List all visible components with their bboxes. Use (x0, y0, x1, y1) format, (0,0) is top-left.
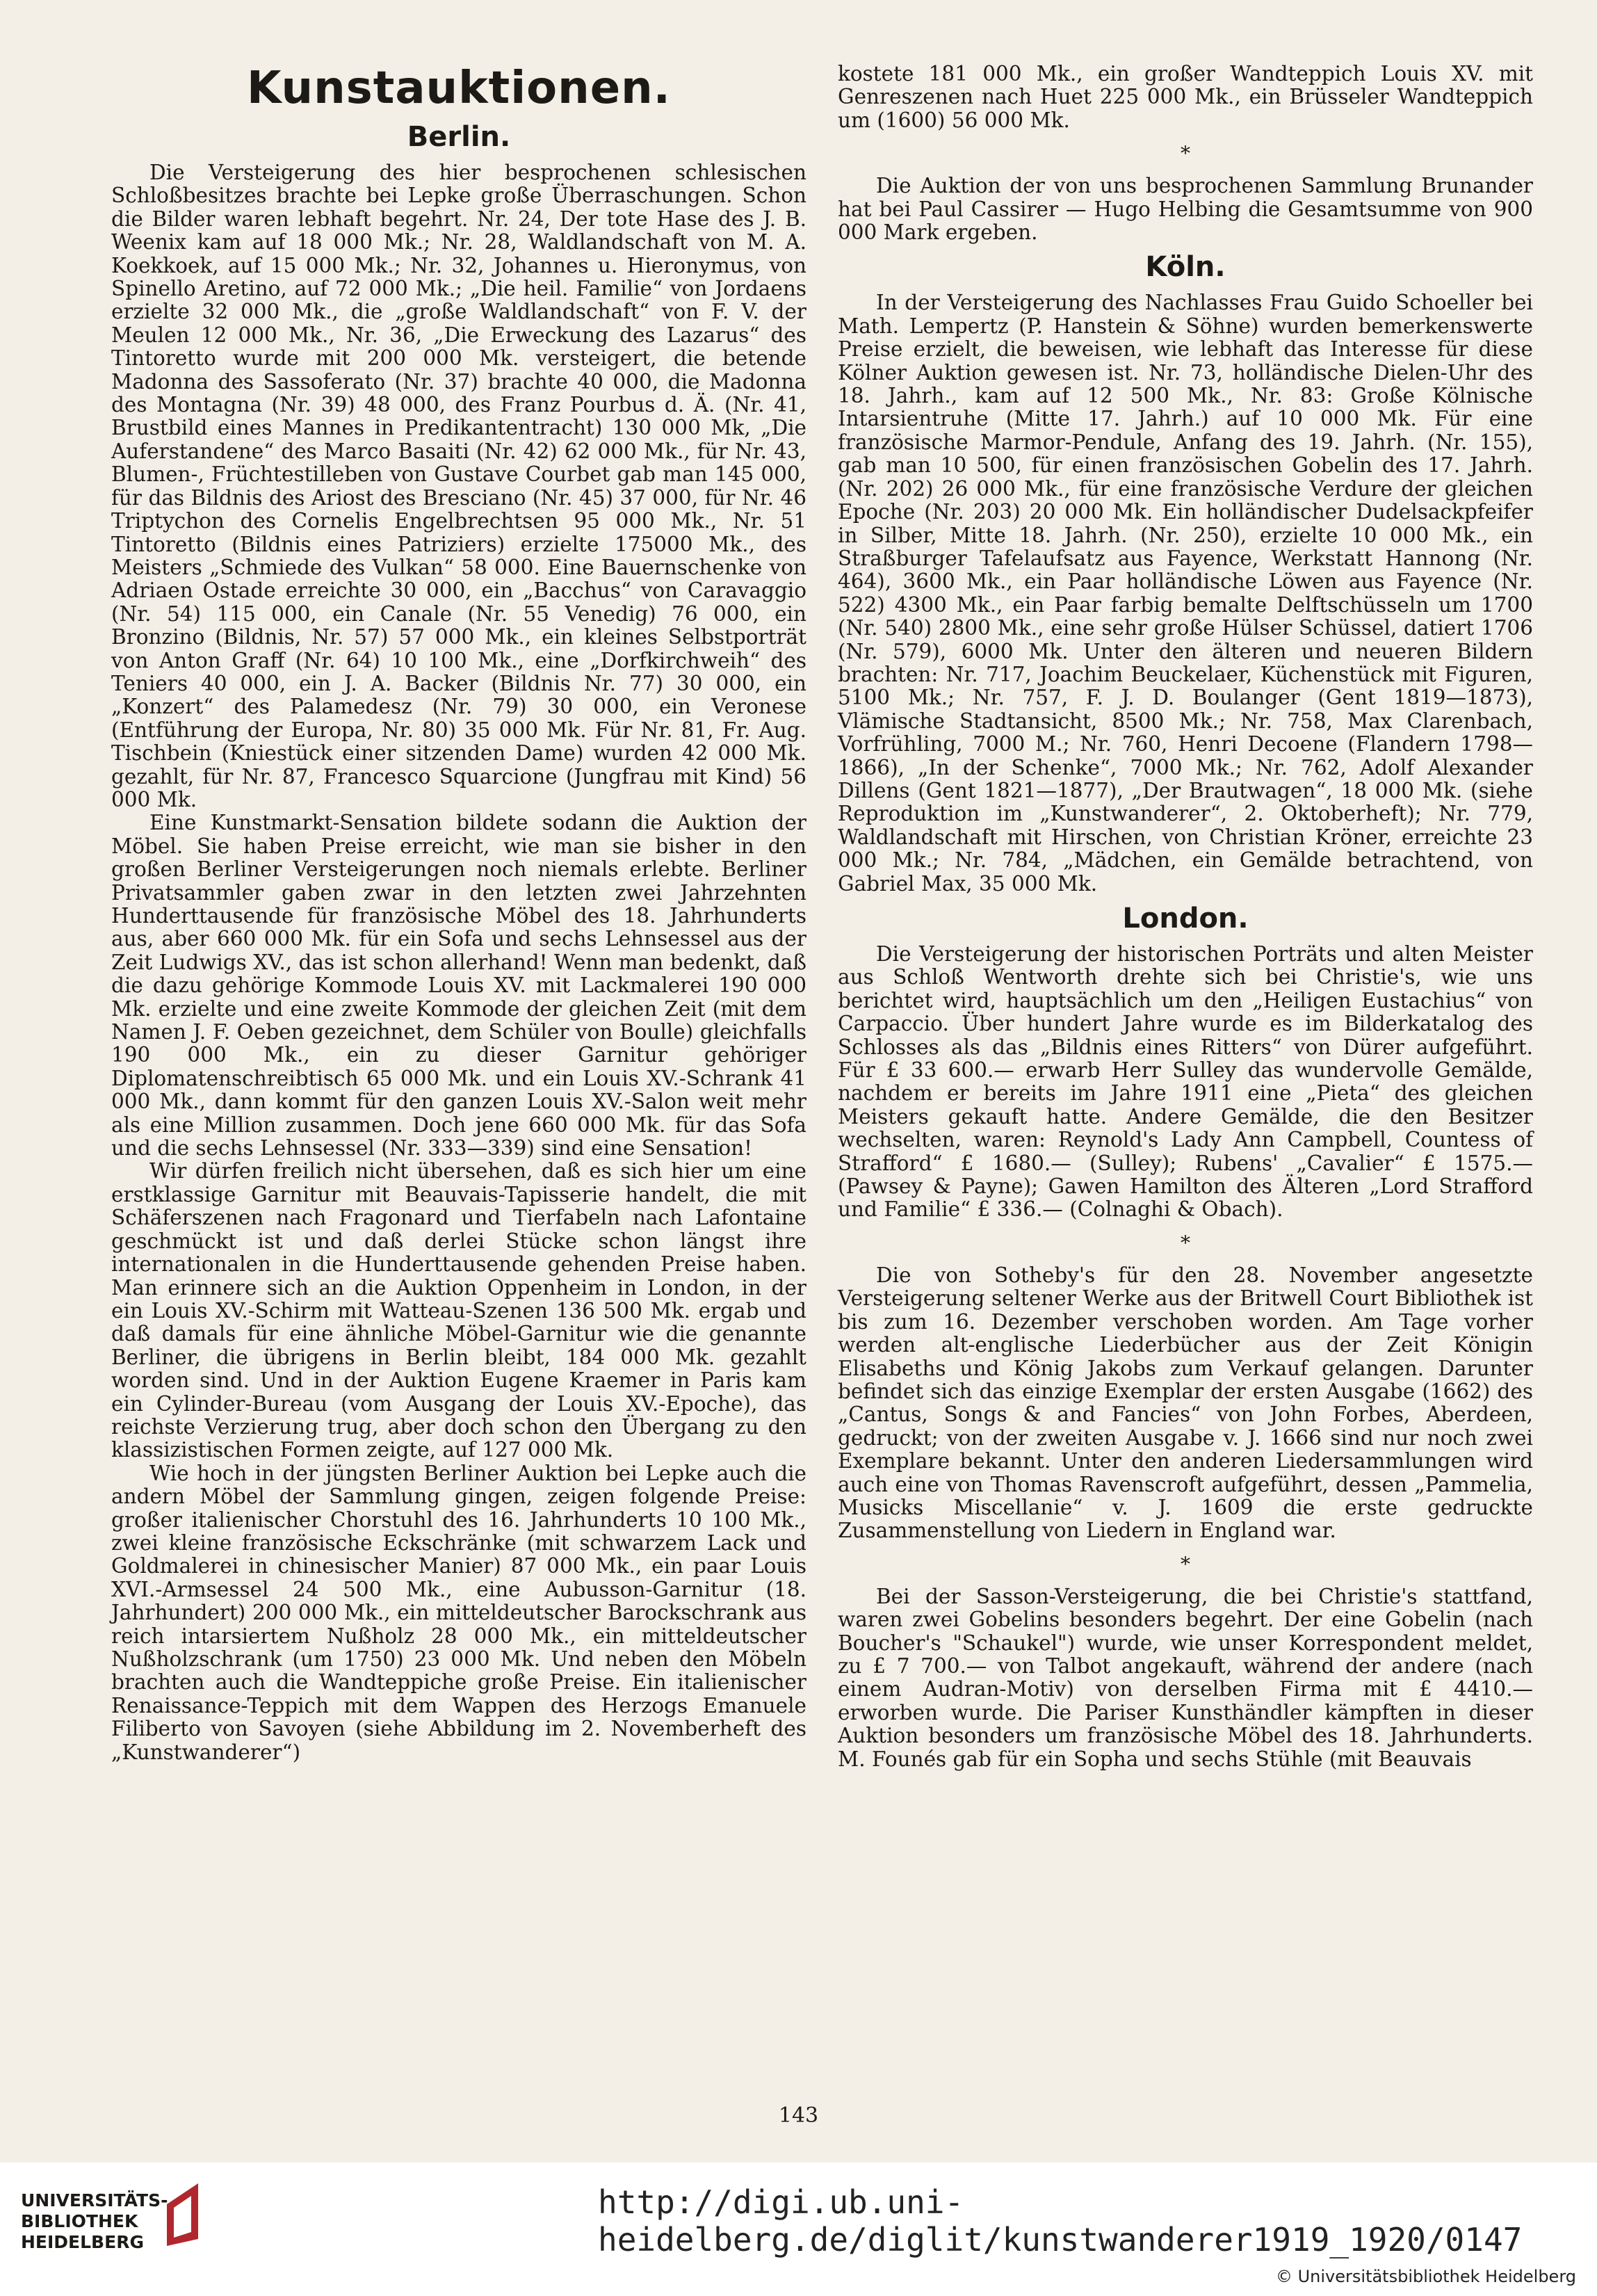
section-heading-berlin: Berlin. (407, 121, 511, 153)
article-title: Kunstauktionen. (247, 63, 671, 114)
separator-star: * (1181, 142, 1190, 165)
paragraph: Die Versteigerung des hier besprochenen schlesischen Schloßbesitzes brachte bei Lepke große Überraschungen. Schon die Bilder waren lebhaft begehrt. Nr. 24, Der tote Hase des J. B. Weenix kam auf 18 000 Mk.; Nr. 28, Waldlandschaft von M. A. Koekkoek, auf 15 000 Mk.; Nr. 32, Johannes u. Hieronymus, von Spinello Aretino, auf 72 000 Mk.; „Die heil. Familie“ von Jordaens erzielte 32 000 Mk., die „große Waldlandschaft“ von F. V. der Meulen 12 000 Mk., Nr. 36, „Die Erweckung des Lazarus“ des Tintoretto wurde mit 200 000 Mk. versteigert, die betende Madonna des Sassoferato (Nr. 37) brachte 40 000, die Madonna des Montagna (Nr. 39) 48 000, des Franz Pourbus d. Ä. (Nr. 41, Brustbild eines Mannes in Predikantentracht) 130 000 Mk, „Die Auferstandene“ des Marco Basaiti (Nr. 42) 62 000 Mk., für Nr. 43, Blumen-, Früchtestilleben von Gustave Courbet gab man 145 000, für das Bildnis des Ariost des Bresciano (Nr. 45) 37 000, für Nr. 46 Triptychon des Cornelis Engelbrechtsen 95 000 Mk., Nr. 51 Tintoretto (Bildnis eines Patriziers) erzielte 175000 Mk., des Meisters „Schmiede des Vulkan“ 58 000. Eine Bauernschenke von Adriaen Ostade erreichte 30 000, ein „Bacchus“ von Caravaggio (Nr. 54) 115 000, ein Canale (Nr. 55 Venedig) 76 000, ein Bronzino (Bildnis, Nr. 57) 57 000 Mk., ein kleines Selbstporträt von Anton Graff (Nr. 64) 10 100 Mk., eine „Dorfkirchweih“ des Teniers 40 000, ein J. A. Backer (Bildnis Nr. 77) 30 000, ein „Konzert“ des Palamedesz (Nr. 79) 30 000, ein Veronese (Entführung der Europa, Nr. 80) 35 000 Mk. Für Nr. 81, Fr. Aug. Tischbein (Kniestück einer sitzenden Dame) wurden 42 000 Mk. gezahlt, für Nr. 87, Francesco Squarcione (Jungfrau mit Kind) 56 000 Mk. (111, 161, 806, 811)
paragraph: Bei der Sasson-Versteigerung, die bei Christie's stattfand, waren zwei Gobelins besonders begehrt. Der eine Gobelin (nach Boucher's "Schaukel") wurde, wie unser Korrespondent meldet, zu £ 7 700.— von Talbot angekauft, während der andere (nach einem Audran-Motiv) von derselben Firma mit £ 4410.— erworben wurde. Die Pariser Kunsthändler kämpften in dieser Auktion besonders um französische Möbel des 18. Jahrhunderts. M. Founés gab für ein Sopha und sechs Stühle (mit Beauvais (838, 1584, 1533, 1771)
paragraph: kostete 181 000 Mk., ein großer Wandteppich Louis XV. mit Genreszenen nach Huet 225 000 Mk., ein Brüsseler Wandteppich um (1600) 56 000 Mk. (838, 62, 1533, 132)
paragraph: Die von Sotheby's für den 28. November angesetzte Versteigerung seltener Werke aus der Britwell Court Bibliothek ist bis zum 16. Dezember verschoben worden. Am Tage vorher werden alt-englische Liederbücher aus der Zeit Königin Elisabeths und König Jakobs zum Verkauf gelangen. Darunter befindet sich das einzige Exemplar der ersten Ausgabe (1662) des „Cantus, Songs & and Fancies“ von John Forbes, Aberdeen, gedruckt; von der zweiten Ausgabe v. J. 1666 sind nur noch zwei Exemplare bekannt. Unter den anderen Liedersammlungen wird auch eine von Thomas Ravenscroft aufgeführt, dessen „Pammelia, Musicks Miscellanie“ v. J. 1609 die erste gedruckte Zusammenstellung von Liedern in England war. (838, 1263, 1533, 1543)
logo-text-line: UNIVERSITÄTS- (21, 2190, 168, 2210)
right-column (838, 63, 1533, 1771)
left-column (111, 63, 806, 1764)
paragraph: Eine Kunstmarkt-Sensation bildete sodann die Auktion der Möbel. Sie haben Preise erreicht, wie man sie bisher in den großen Berliner Versteigerungen noch niemals erlebte. Berliner Privatsammler gaben zwar in den letzten zwei Jahrzehnten Hunderttausende für französische Möbel des 18. Jahrhunderts aus, aber 660 000 Mk. für ein Sofa und sechs Lehnsessel aus der Zeit Ludwigs XV., das ist schon allerhand! Wenn man bedenkt, daß die dazu gehörige Kommode Louis XV. mit Lackmalerei 190 000 Mk. erzielte und eine zweite Kommode der gleichen Zeit (mit dem Namen J. F. Oeben gezeichnet, dem Schüler von Boulle) gleichfalls 190 000 Mk., ein zu dieser Garnitur gehöriger Diplomatenschreibtisch 65 000 Mk. und ein Louis XV.-Schrank 41 000 Mk., dann kommt für den ganzen Louis XV.-Salon weit mehr als eine Million zusammen. Doch jene 660 000 Mk. für das Sofa und die sechs Lehnsessel (Nr. 333—339) sind eine Sensation! (111, 811, 806, 1161)
page-number: 143 (778, 2103, 819, 2128)
library-emblem-icon (160, 2176, 209, 2253)
paragraph: Die Auktion der von uns besprochenen Sammlung Brunander hat bei Paul Cassirer — Hugo Helbing die Gesamtsumme von 900 000 Mark ergeben. (838, 174, 1533, 245)
section-heading-koeln: Köln. (1145, 251, 1226, 284)
separator-star: * (1181, 1552, 1190, 1576)
copyright-notice: © Universitätsbibliothek Heidelberg (1275, 2267, 1576, 2286)
logo-text-line: HEIDELBERG (21, 2232, 144, 2252)
section-heading-london: London. (1122, 903, 1249, 935)
separator-star: * (1181, 1231, 1190, 1254)
paragraph: Wir dürfen freilich nicht übersehen, daß es sich hier um eine erstklassige Garnitur mit Beauvais-Tapisserie handelt, die mit Schäferszenen nach Fragonard und Tierfabeln nach Lafontaine geschmückt ist und daß derlei Stücke schon längst ihre internationalen in die Hunderttausende gehenden Preise haben. Man erinnere sich an die Auktion Oppenheim in London, in der ein Louis XV.-Schirm mit Watteau-Szenen 136 500 Mk. ergab und daß damals für eine ähnliche Möbel-Garnitur wie die genannte Berliner, die übrigens in Berlin bleibt, 184 000 Mk. gezahlt worden sind. Und in der Auktion Eugene Kraemer in Paris kam ein Cylinder-Bureau (vom Ausgang der Louis XV.-Epoche), das reichste Verzierung trug, aber doch schon den Übergang zu den klassizistischen Formen zeigte, auf 127 000 Mk. (111, 1159, 806, 1462)
paragraph: In der Versteigerung des Nachlasses Frau Guido Schoeller bei Math. Lempertz (P. Hanstein & Söhne) wurden bemerkenswerte Preise erzielt, die beweisen, wie lebhaft das Interesse für diese Kölner Auktion gewesen ist. Nr. 73, holländische Dielen-Uhr des 18. Jahrh., kam auf 12 500 Mk., Nr. 83: Große Kölnische Intarsientruhe (Mitte 17. Jahrh.) auf 10 000 Mk. Für eine französische Marmor-Pendule, Anfang des 19. Jahrh. (Nr. 155), gab man 10 500, für einen französischen Gobelin des 17. Jahrh. (Nr. 202) 26 000 Mk., für eine französische Verdure der gleichen Epoche (Nr. 203) 20 000 Mk. Ein holländischer Dudelsackpfeifer in Silber, Mitte 18. Jahrh. (Nr. 250), erzielte 10 000 Mk., ein Straßburger Tafelaufsatz aus Fayence, Werkstatt Hannong (Nr. 464), 3600 Mk., ein Paar holländische Löwen aus Fayence (Nr. 522) 4300 Mk., ein Paar farbig bemalte Delftschüsseln um 1700 (Nr. 540) 2800 Mk., eine sehr große Hülser Schüssel, datiert 1706 (Nr. 579), 6000 Mk. Unter den älteren und neueren Bildern brachten: Nr. 717, Joachim Beuckelaer, Küchenstück mit Figuren, 5100 Mk.; Nr. 757, F. J. D. Boulanger (Gent 1819—1873), Vlämische Stadtansicht, 8500 Mk.; Nr. 758, Max Clarenbach, Vorfrühling, 7000 M.; Nr. 760, Henri Decoene (Flandern 1798—1866), „In der Schenke“, 7000 Mk.; Nr. 762, Adolf Alexander Dillens (Gent 1821—1877), „Der Brautwagen“, 18 000 Mk. (siehe Reproduktion im „Kunstwanderer“, 2. Oktoberheft); Nr. 779, Waldlandschaft mit Hirschen, von Christian Kröner, erreichte 23 000 Mk.; Nr. 784, „Mädchen, ein Gemälde betrachtend, von Gabriel Max, 35 000 Mk. (838, 291, 1533, 896)
source-url-link[interactable]: http://digi.ub.uni-heidelberg.de/diglit/kunstwanderer1919_1920/0147 (598, 2183, 1523, 2258)
footer-bar (0, 2162, 1597, 2296)
paragraph: Die Versteigerung der historischen Porträts und alten Meister aus Schloß Wentworth drehte sich bei Christie's, wie uns berichtet wird, hauptsächlich um den „Heiligen Eustachius“ von Carpaccio. Über hundert Jahre wurde es im Bilderkatalog des Schlosses als das „Bildnis eines Ritters“ von Dürer aufgeführt. Für £ 33 600.— erwarb Herr Sulley das wundervolle Gemälde, nachdem er bereits im Jahre 1911 eine „Pieta“ des gleichen Meisters gekauft hatte. Andere Gemälde, die den Besitzer wechselten, waren: Reynold's Lady Ann Campbell, Countess of Strafford“ £ 1680.— (Sulley); Rubens' „Cavalier“ £ 1575.— (Pawsey & Payne); Gawen Hamilton des Älteren „Lord Strafford und Familie“ £ 336.— (Colnaghi & Obach). (838, 942, 1533, 1222)
logo-text-line: BIBLIOTHEK (21, 2211, 138, 2231)
paragraph: Wie hoch in der jüngsten Berliner Auktion bei Lepke auch die andern Möbel der Sammlung gingen, zeigen folgende Preise: großer italienischer Chorstuhl des 16. Jahrhunderts 10 100 Mk., zwei kleine französische Eckschränke (mit schwarzem Lack und Goldmalerei in chinesischer Manier) 87 000 Mk., ein paar Louis XVI.-Armsessel 24 500 Mk., eine Aubusson-Garnitur (18. Jahrhundert) 200 000 Mk., ein mitteldeutscher Barockschrank aus reich intarsiertem Nußholz 28 000 Mk., ein mitteldeutscher Nußholzschrank (um 1750) 23 000 Mk. Und neben den Möbeln brachten auch die Wandteppiche große Preise. Ein italienischer Renaissance-Teppich mit dem Wappen des Herzogs Emanuele Filiberto von Savoyen (siehe Abbildung im 2. Novemberheft des „Kunstwanderer“) (111, 1461, 806, 1764)
